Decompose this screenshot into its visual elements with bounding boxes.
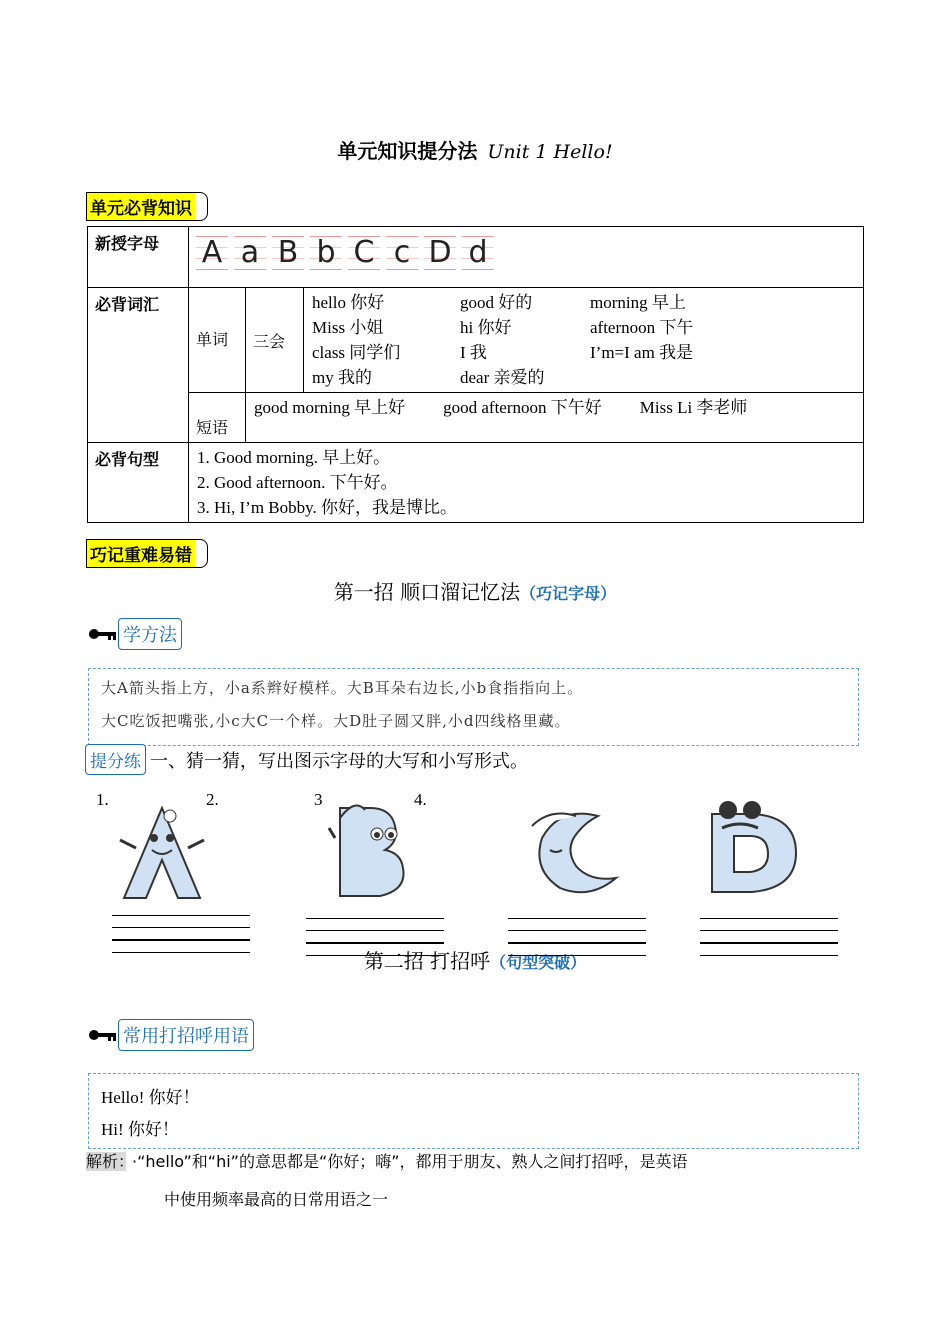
word-item: afternoon 下午 [590,318,694,337]
explanation [86,1143,876,1219]
phrase-item: Miss Li 李老师 [639,398,748,417]
sanhui-label: 三会 [246,288,304,393]
letter-B: B [272,236,304,270]
section-tag-tips [86,539,208,568]
letters-cell [189,227,864,288]
words-cell [304,288,864,393]
practice-question: 一、猜一猜，写出图示字母的大写和小写形式。 [150,750,528,772]
word-item: I 我 [460,343,487,362]
letter-a-picture [112,800,212,905]
word-item: morning 早上 [590,293,686,312]
section-tag-knowledge [86,192,208,221]
word-row [312,290,855,315]
move1-heading: 第一招 顺口溜记忆法（巧记字母） [333,580,617,604]
move2-heading: 第二招 打招呼（句型突破） [363,949,587,973]
section-tag-label: 巧记重难易错 [86,539,195,568]
key-icon [88,1027,118,1043]
letter-b-picture [325,798,415,903]
word-item: Miss 小姐 [312,318,384,337]
letter-D: D [424,236,456,270]
letter-b: b [310,236,342,270]
row-label-letters: 新授字母 [88,227,189,288]
word-item: hello 你好 [312,293,385,312]
learn-method-label: 学方法 [88,618,182,650]
letter-c: c [386,236,418,270]
rhyme-box: 大A箭头指上方，小a系辫好模样。大B耳朵右边长,小b食指指向上。 大C吃饭把嘴张,小c大C一个样。大D肚子圆又胖,小d四线格里藏。 [88,668,859,746]
greeting-line: Hi! 你好！ [101,1120,179,1139]
explanation-line: ·“hello”和“hi”的意思都是“你好；嗨”，都用于朋友、熟人之间打招呼，是英语 [132,1152,688,1171]
word-item: my 我的 [312,368,372,387]
phrase-label: 短语 [189,393,246,443]
item-number: 4. [414,790,427,809]
key-icon [88,626,118,642]
word-list [312,290,855,390]
practice-row [85,744,528,775]
sentence-item: 3. Hi, I’m Bobby. 你好，我是博比。 [197,498,458,517]
letter-A: A [196,236,228,270]
explanation-label: 解析： [86,1152,127,1171]
letter-d: d [462,236,494,270]
word-item [590,365,720,390]
title-en: Unit 1 Hello! [487,141,613,163]
practice-label: 提分练 [85,744,146,775]
word-row [312,315,855,340]
word-item: class 同学们 [312,343,401,362]
phrase-item: good morning 早上好 [254,398,406,417]
greet-label-row [88,1019,254,1051]
word-item: dear 亲爱的 [460,368,545,387]
writing-lines-3[interactable] [508,918,646,967]
row-label-sentences: 必背句型 [88,443,189,523]
letter-a: a [234,236,266,270]
word-label: 单词 [189,288,246,393]
title-cn: 单元知识提分法 [337,139,478,163]
item-number: 3 [314,790,323,809]
phrase-item: good afternoon 下午好 [443,398,602,417]
section-tag-label: 单元必背知识 [86,192,195,221]
sentences-cell [189,443,864,523]
knowledge-table [87,226,864,523]
sentence-item: 2. Good afternoon. 下午好。 [197,473,398,492]
explanation-line: 中使用频率最高的日常用语之一 [164,1190,389,1209]
sentence-item: 1. Good morning. 早上好。 [197,448,391,467]
phrases-cell [246,393,864,443]
letter-c-picture [520,798,630,898]
word-item: I’m=I am 我是 [590,343,694,362]
word-row [312,365,855,390]
letters-strip [196,231,856,275]
word-item: hi 你好 [460,318,512,337]
word-item: good 好的 [460,293,533,312]
item-number: 2. [206,790,219,809]
writing-lines-4[interactable] [700,918,838,967]
letter-d-picture [708,798,808,898]
greeting-line: Hello! 你好！ [101,1088,200,1107]
letter-C: C [348,236,380,270]
greet-label: 常用打招呼用语 [118,1019,254,1051]
greeting-box [88,1073,859,1149]
word-row [312,340,855,365]
phrase-list [254,395,855,420]
item-number: 1. [96,790,109,809]
sentence-list [197,445,855,520]
writing-lines-2[interactable] [306,918,444,967]
row-label-vocab: 必背词汇 [88,288,189,443]
page-title [0,135,950,164]
writing-lines-1[interactable] [112,915,250,964]
